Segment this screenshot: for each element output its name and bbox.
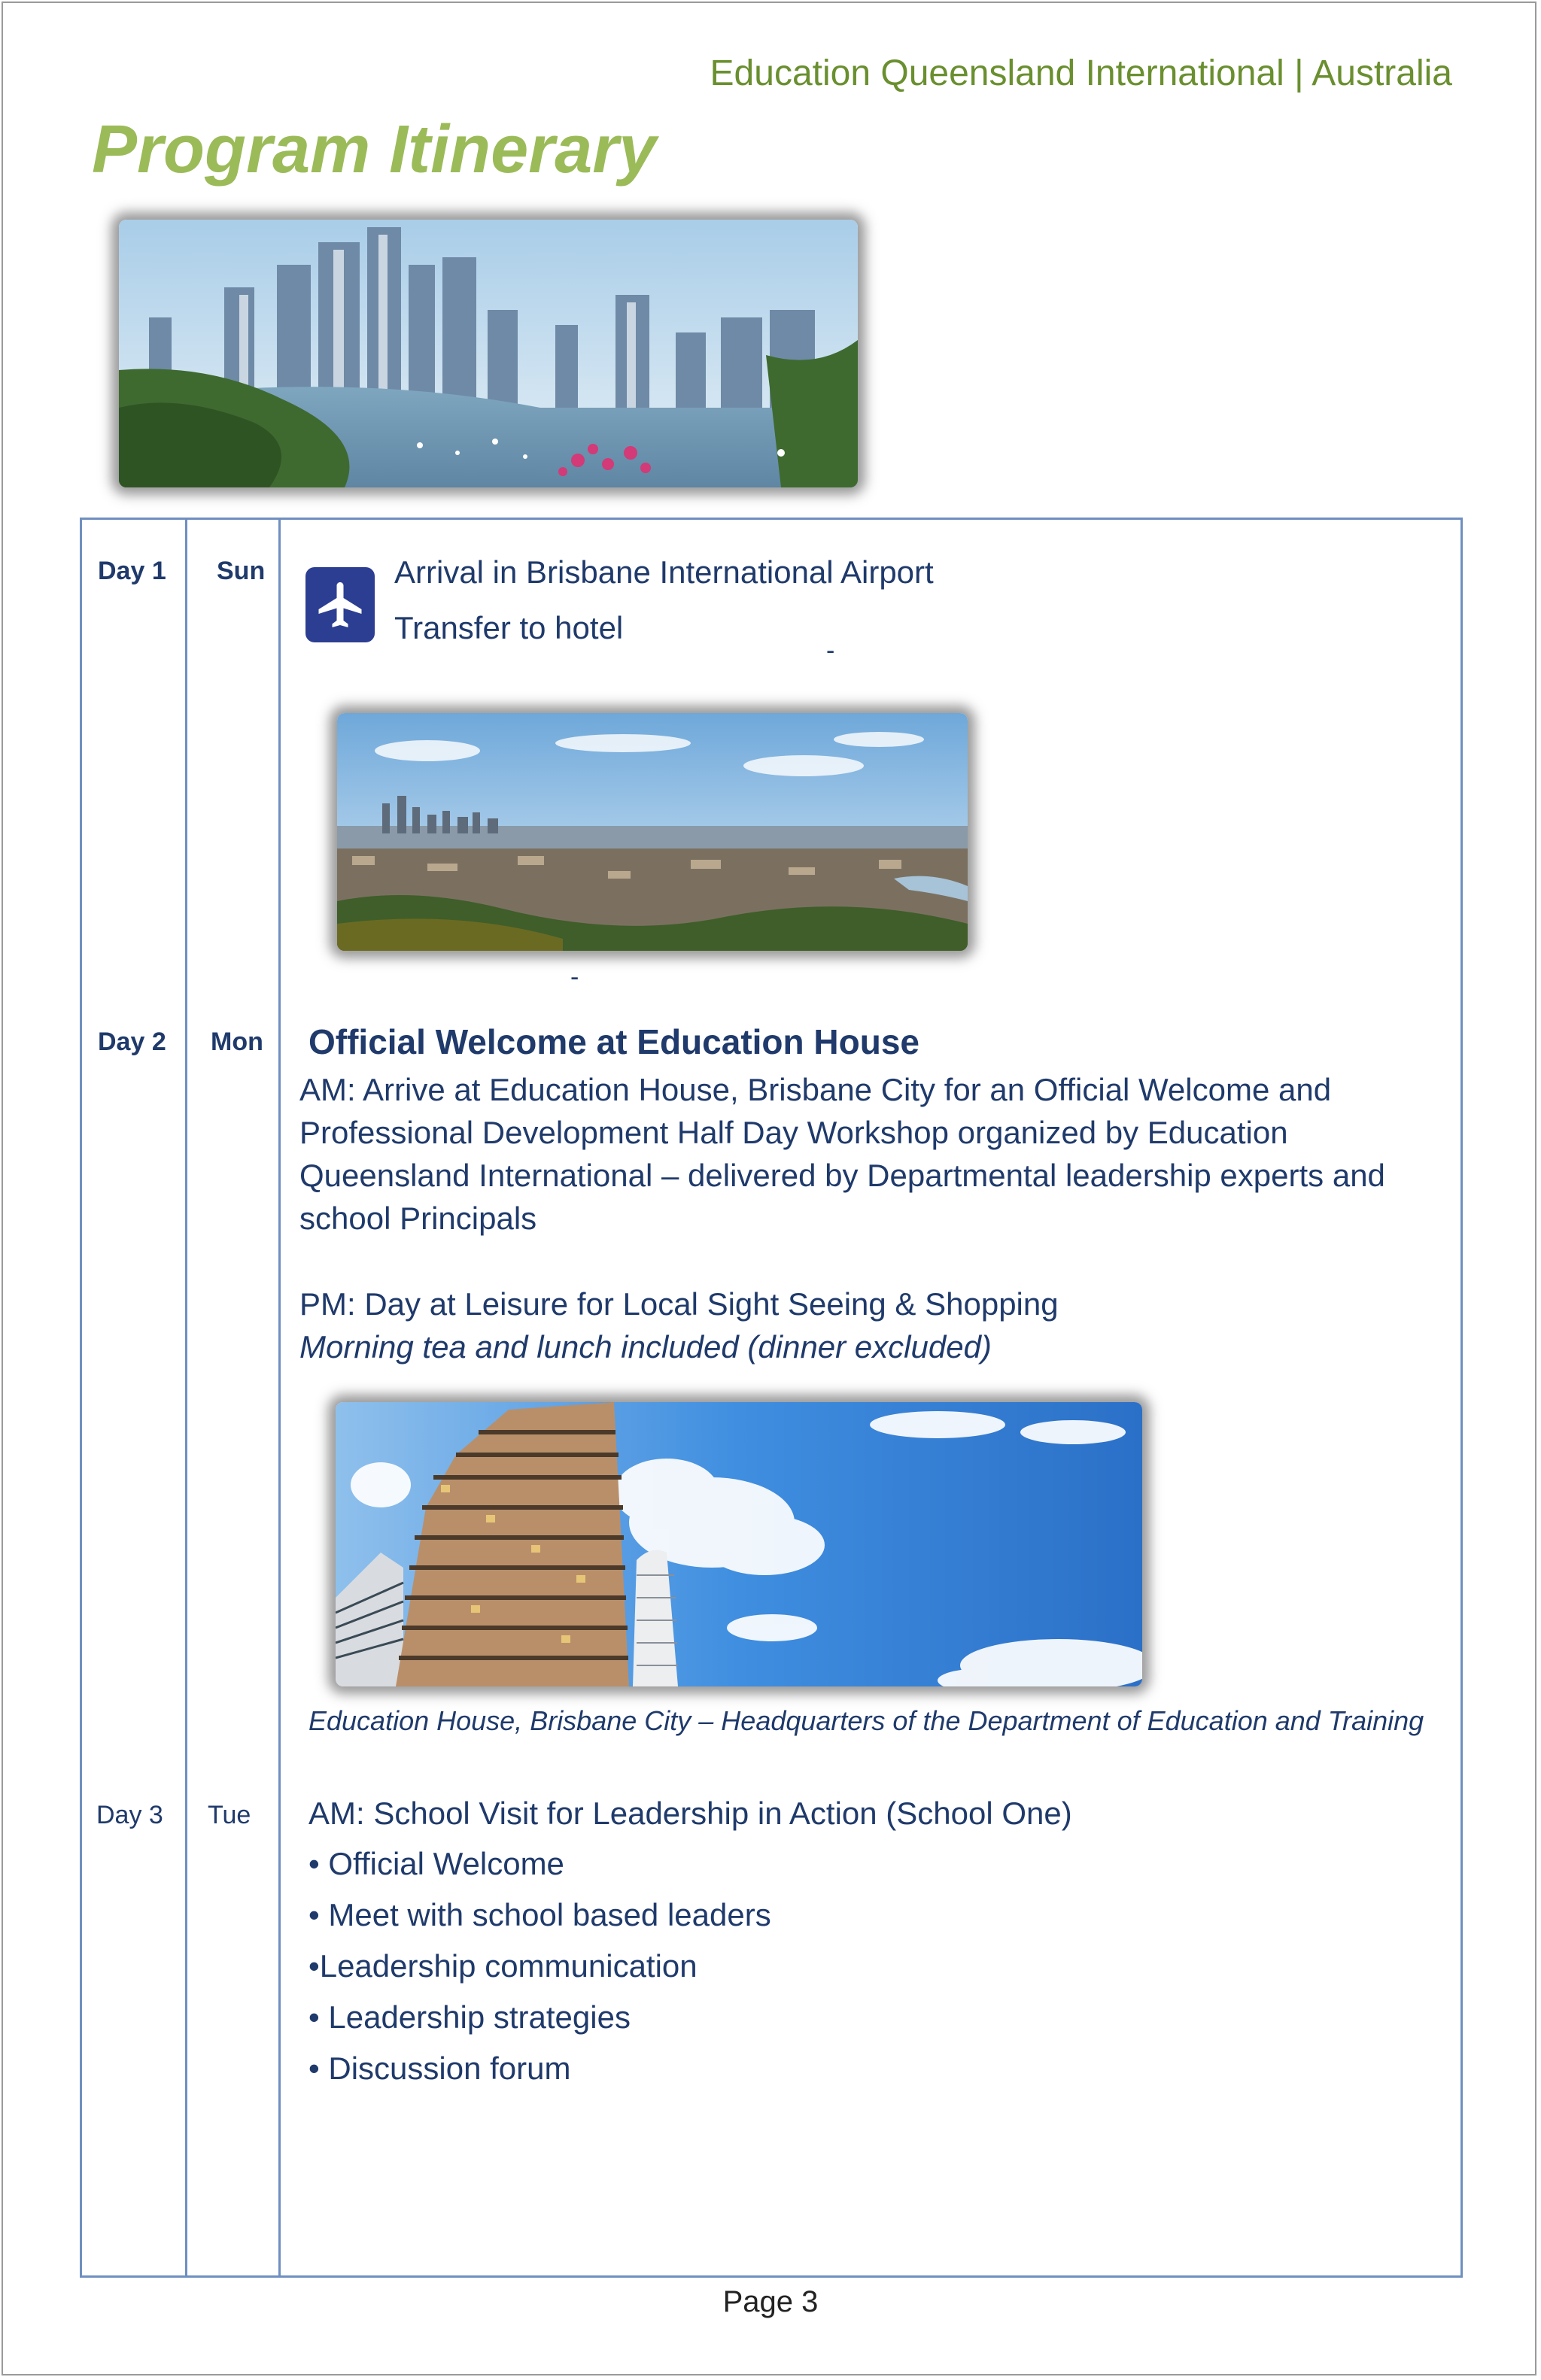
airplane-icon	[305, 567, 375, 642]
day-2-am-line-1: AM: Arrive at Education House, Brisbane City for an Official Welcome and	[299, 1072, 1332, 1107]
separator-dash: -	[826, 636, 835, 665]
page-number: Page 3	[722, 2285, 819, 2318]
day-1-label: Day 1	[98, 557, 166, 585]
day-2-heading: Official Welcome at Education House	[309, 1022, 919, 1061]
day-2-am-line-4: school Principals	[299, 1201, 537, 1236]
day-1-weekday: Sun	[217, 557, 266, 585]
column-divider-day	[185, 518, 187, 2278]
education-house-caption: Education House, Brisbane City – Headquarters of the Department of Education and Training	[309, 1705, 1424, 1736]
day-2-am-line-2: Professional Development Half Day Workshop organized by Education	[299, 1115, 1288, 1150]
day-2-meal-note: Morning tea and lunch included (dinner excluded)	[299, 1329, 992, 1365]
education-house-photo	[336, 1402, 1142, 1686]
day-2-weekday: Mon	[211, 1028, 263, 1056]
day-3-bullet-2: • Meet with school based leaders	[309, 1897, 771, 1932]
day-2-am-line-3: Queensland International – delivered by Departmental leadership experts and	[299, 1158, 1385, 1193]
page-title: Program Itinerary	[92, 112, 657, 187]
city-panorama-photo	[337, 713, 968, 951]
transfer-line: Transfer to hotel	[394, 610, 624, 645]
column-divider-weekday	[278, 518, 281, 2278]
day-3-label: Day 3	[96, 1801, 163, 1829]
day-3-bullet-5: • Discussion forum	[309, 2051, 571, 2086]
day-3-bullet-3: •Leadership communication	[309, 1948, 698, 1984]
day-3-bullet-4: • Leadership strategies	[309, 1999, 631, 2035]
day-3-heading: AM: School Visit for Leadership in Action (School One)	[309, 1796, 1072, 1831]
day-2-pm: PM: Day at Leisure for Local Sight Seeing & Shopping	[299, 1286, 1059, 1322]
day-3-weekday: Tue	[208, 1801, 251, 1829]
organization-header: Education Queensland International | Australia	[710, 53, 1452, 93]
arrival-line: Arrival in Brisbane International Airport	[394, 554, 934, 590]
skyline-river-photo	[119, 220, 858, 487]
separator-dash-2: -	[570, 963, 579, 991]
day-2-label: Day 2	[98, 1028, 166, 1056]
day-3-bullet-1: • Official Welcome	[309, 1846, 564, 1881]
